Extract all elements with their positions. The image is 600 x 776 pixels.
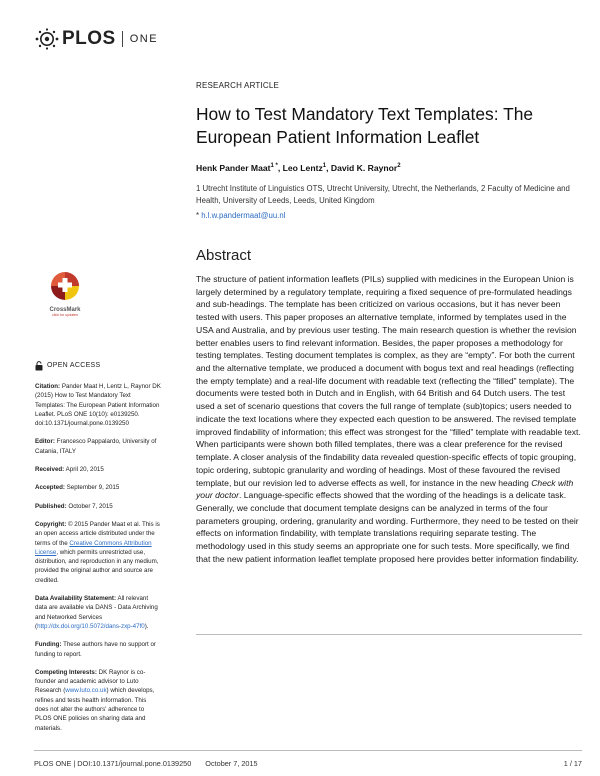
data-doi-link[interactable]: http://dx.doi.org/10.5072/dans-zxp-47f0 xyxy=(37,622,145,630)
license-link[interactable]: Creative Commons Attribution License xyxy=(35,539,152,556)
author-affil-marker: 1 xyxy=(322,163,327,170)
data-availability-label: Data Availability Statement: xyxy=(35,595,117,603)
abstract-text: The structure of patient information leaflets (PILs) supplied with medicines in the European Union is largely determined by a regulatory template, requiring a fixed sequence of pre-formulated headings and sub-headings. The template has been criticized on various occasions, but it has never been tested with users. This paper proposes an alternative template, informed by templates used in the USA and Australia, and by previous user testing. The main research question is whether the revision better enables users to find relevant information. Besides, the paper proposes a methodology for testing templates. Testing document templates is complex, as they are “empty”. For both the current and the alternative template, we produced a document with bogus text and real headings (reflecting the empty template) and a real-life document with readable text (reflecting the “filled” template). The documents were tested both in Dutch and in English, with 64 British and 64 Dutch users. The test used a set of scenario questions that covers the full range of template (sub)topics; users needed to indicate the text locations where they expected each question to be answered. The revised template improved findability of information; this effect was strongest for the “filled” template with readable text. When participants were shown both filled templates, there was a clear preference for the revised template. A closer analysis of the findability data revealed question-specific effects of topic grouping, topic ordering, subtopic granularity and wording of headings. Most of these favoured the revised template, but our revision led to adverse effects as well, for instance in the new heading xyxy=(196,274,581,488)
received-block xyxy=(35,465,161,474)
corresponding-star: * xyxy=(196,211,200,220)
crossmark-badge[interactable] xyxy=(40,270,90,317)
email-link[interactable]: h.l.w.pandermaat@uu.nl xyxy=(201,211,286,220)
article-type: RESEARCH ARTICLE xyxy=(196,81,280,90)
copyright-block xyxy=(35,520,161,585)
abstract-heading: Abstract xyxy=(196,247,252,264)
crossmark-icon xyxy=(40,270,90,305)
competing-interests-block xyxy=(35,668,161,733)
copyright-text: © 2015 Pander Maat et al. This is an open access article distributed under the terms of the xyxy=(35,520,160,547)
funding-label: Funding: xyxy=(35,641,62,649)
article-title: How to Test Mandatory Text Templates: The European Patient Information Leaflet xyxy=(196,104,534,147)
article-metadata-sidebar xyxy=(35,361,161,742)
accepted-block xyxy=(35,483,161,492)
competing-interests-text: ) which develops, refines and tests health information. This does not alter the authors' adherence to PLOS ONE policies on sharing data and materials. xyxy=(35,687,155,732)
author-name: David K. Raynor xyxy=(330,163,398,173)
abstract-divider xyxy=(196,634,582,635)
published-block xyxy=(35,502,161,511)
citation-label: Citation: xyxy=(35,383,61,390)
competing-interests-label: Competing Interests: xyxy=(35,668,97,676)
footer-divider xyxy=(34,750,582,751)
footer-date: October 7, 2015 xyxy=(205,759,258,768)
data-availability-text: ). xyxy=(144,622,149,630)
author-list: Henk Pander Maat$^{1 *}$, Leo Lentz$^1$, David K. Raynor$^2$ xyxy=(196,163,401,173)
funding-text: These authors have no support or funding to report. xyxy=(35,641,156,658)
citation-block xyxy=(35,382,161,428)
page-footer xyxy=(34,759,582,768)
editor-text: Francesco Pappalardo, University of Catania, ITALY xyxy=(35,438,157,455)
data-availability-text: All relevant data are available via DANS - Data Archiving and Networked Services ( xyxy=(35,595,158,630)
abstract-emphasis: Check with your doctor xyxy=(196,477,574,501)
abstract-text: . Language-specific effects showed that the wording of the headings is a delicate task. Generally, we conclude that document template designs can be analyzed in terms of the four parameters grouping, ordering, granularity and wording. Furthermore, they need to be tested on their effects on information findability, with template translations requiring separate testing. The methodology used in this study seems an appropriate one for such tests. More specifically, we find that the new patient information leaflet template proposed here provides better information findability. xyxy=(196,490,579,564)
accepted-label: Accepted: xyxy=(35,484,65,492)
open-access-label: OPEN ACCESS xyxy=(47,362,101,370)
crossmark-label: CrossMark xyxy=(49,307,81,313)
published-label: Published: xyxy=(35,502,67,510)
luto-link[interactable]: www.luto.co.uk xyxy=(65,687,107,695)
footer-citation: PLOS ONE | DOI:10.1371/journal.pone.0139250 October 7, 2015 xyxy=(34,759,258,768)
affiliations: 1 Utrecht Institute of Linguistics OTS, Utrecht University, Utrecht, the Netherlands, 2 Faculty of Medicine and Health, University of Leeds, Leeds, United Kingdom xyxy=(196,184,570,205)
author-name: Henk Pander Maat xyxy=(196,163,271,173)
editor-label: Editor: xyxy=(35,438,55,446)
accepted-date: September 9, 2015 xyxy=(66,484,120,492)
footer-doi[interactable]: DOI:10.1371/journal.pone.0139250 xyxy=(77,759,192,768)
page-number: 1 / 17 xyxy=(563,759,582,768)
author-affil-marker: 1 * xyxy=(270,163,278,170)
footer-journal: PLOS ONE xyxy=(34,759,72,768)
citation-text: Pander Maat H, Lentz L, Raynor DK (2015) How to Test Mandatory Text Templates: The European Patient Information Leaflet. PLoS ONE 10(10): e0139250. doi:10.1371/journal.pone.0139250 xyxy=(35,383,161,428)
author-affil-marker: 2 xyxy=(397,163,401,170)
received-date: April 20, 2015 xyxy=(65,466,104,474)
editor-block xyxy=(35,437,161,456)
open-lock-icon xyxy=(35,361,43,371)
data-availability-block xyxy=(35,594,161,631)
logo-divider xyxy=(122,31,123,47)
brand-name: PLOS xyxy=(62,28,116,49)
abstract-body xyxy=(196,273,582,566)
plos-logo-icon xyxy=(34,28,60,50)
corresponding-email[interactable] xyxy=(196,211,285,220)
crossmark-sublabel: click for updates xyxy=(52,313,78,317)
competing-interests-text: DK Raynor is co-founder and academic advisor to Luto Research ( xyxy=(35,668,146,695)
copyright-text: , which permits unrestricted use, distribution, and reproduction in any medium, provided the original author and source are credited. xyxy=(35,548,159,584)
funding-block xyxy=(35,640,161,659)
published-date: October 7, 2015 xyxy=(68,502,113,510)
journal-name: ONE xyxy=(129,33,159,45)
received-label: Received: xyxy=(35,466,65,474)
author-name: Leo Lentz xyxy=(282,163,323,173)
plos-one-logo[interactable] xyxy=(34,28,158,50)
open-access-badge xyxy=(35,361,161,371)
copyright-label: Copyright: xyxy=(35,520,67,528)
